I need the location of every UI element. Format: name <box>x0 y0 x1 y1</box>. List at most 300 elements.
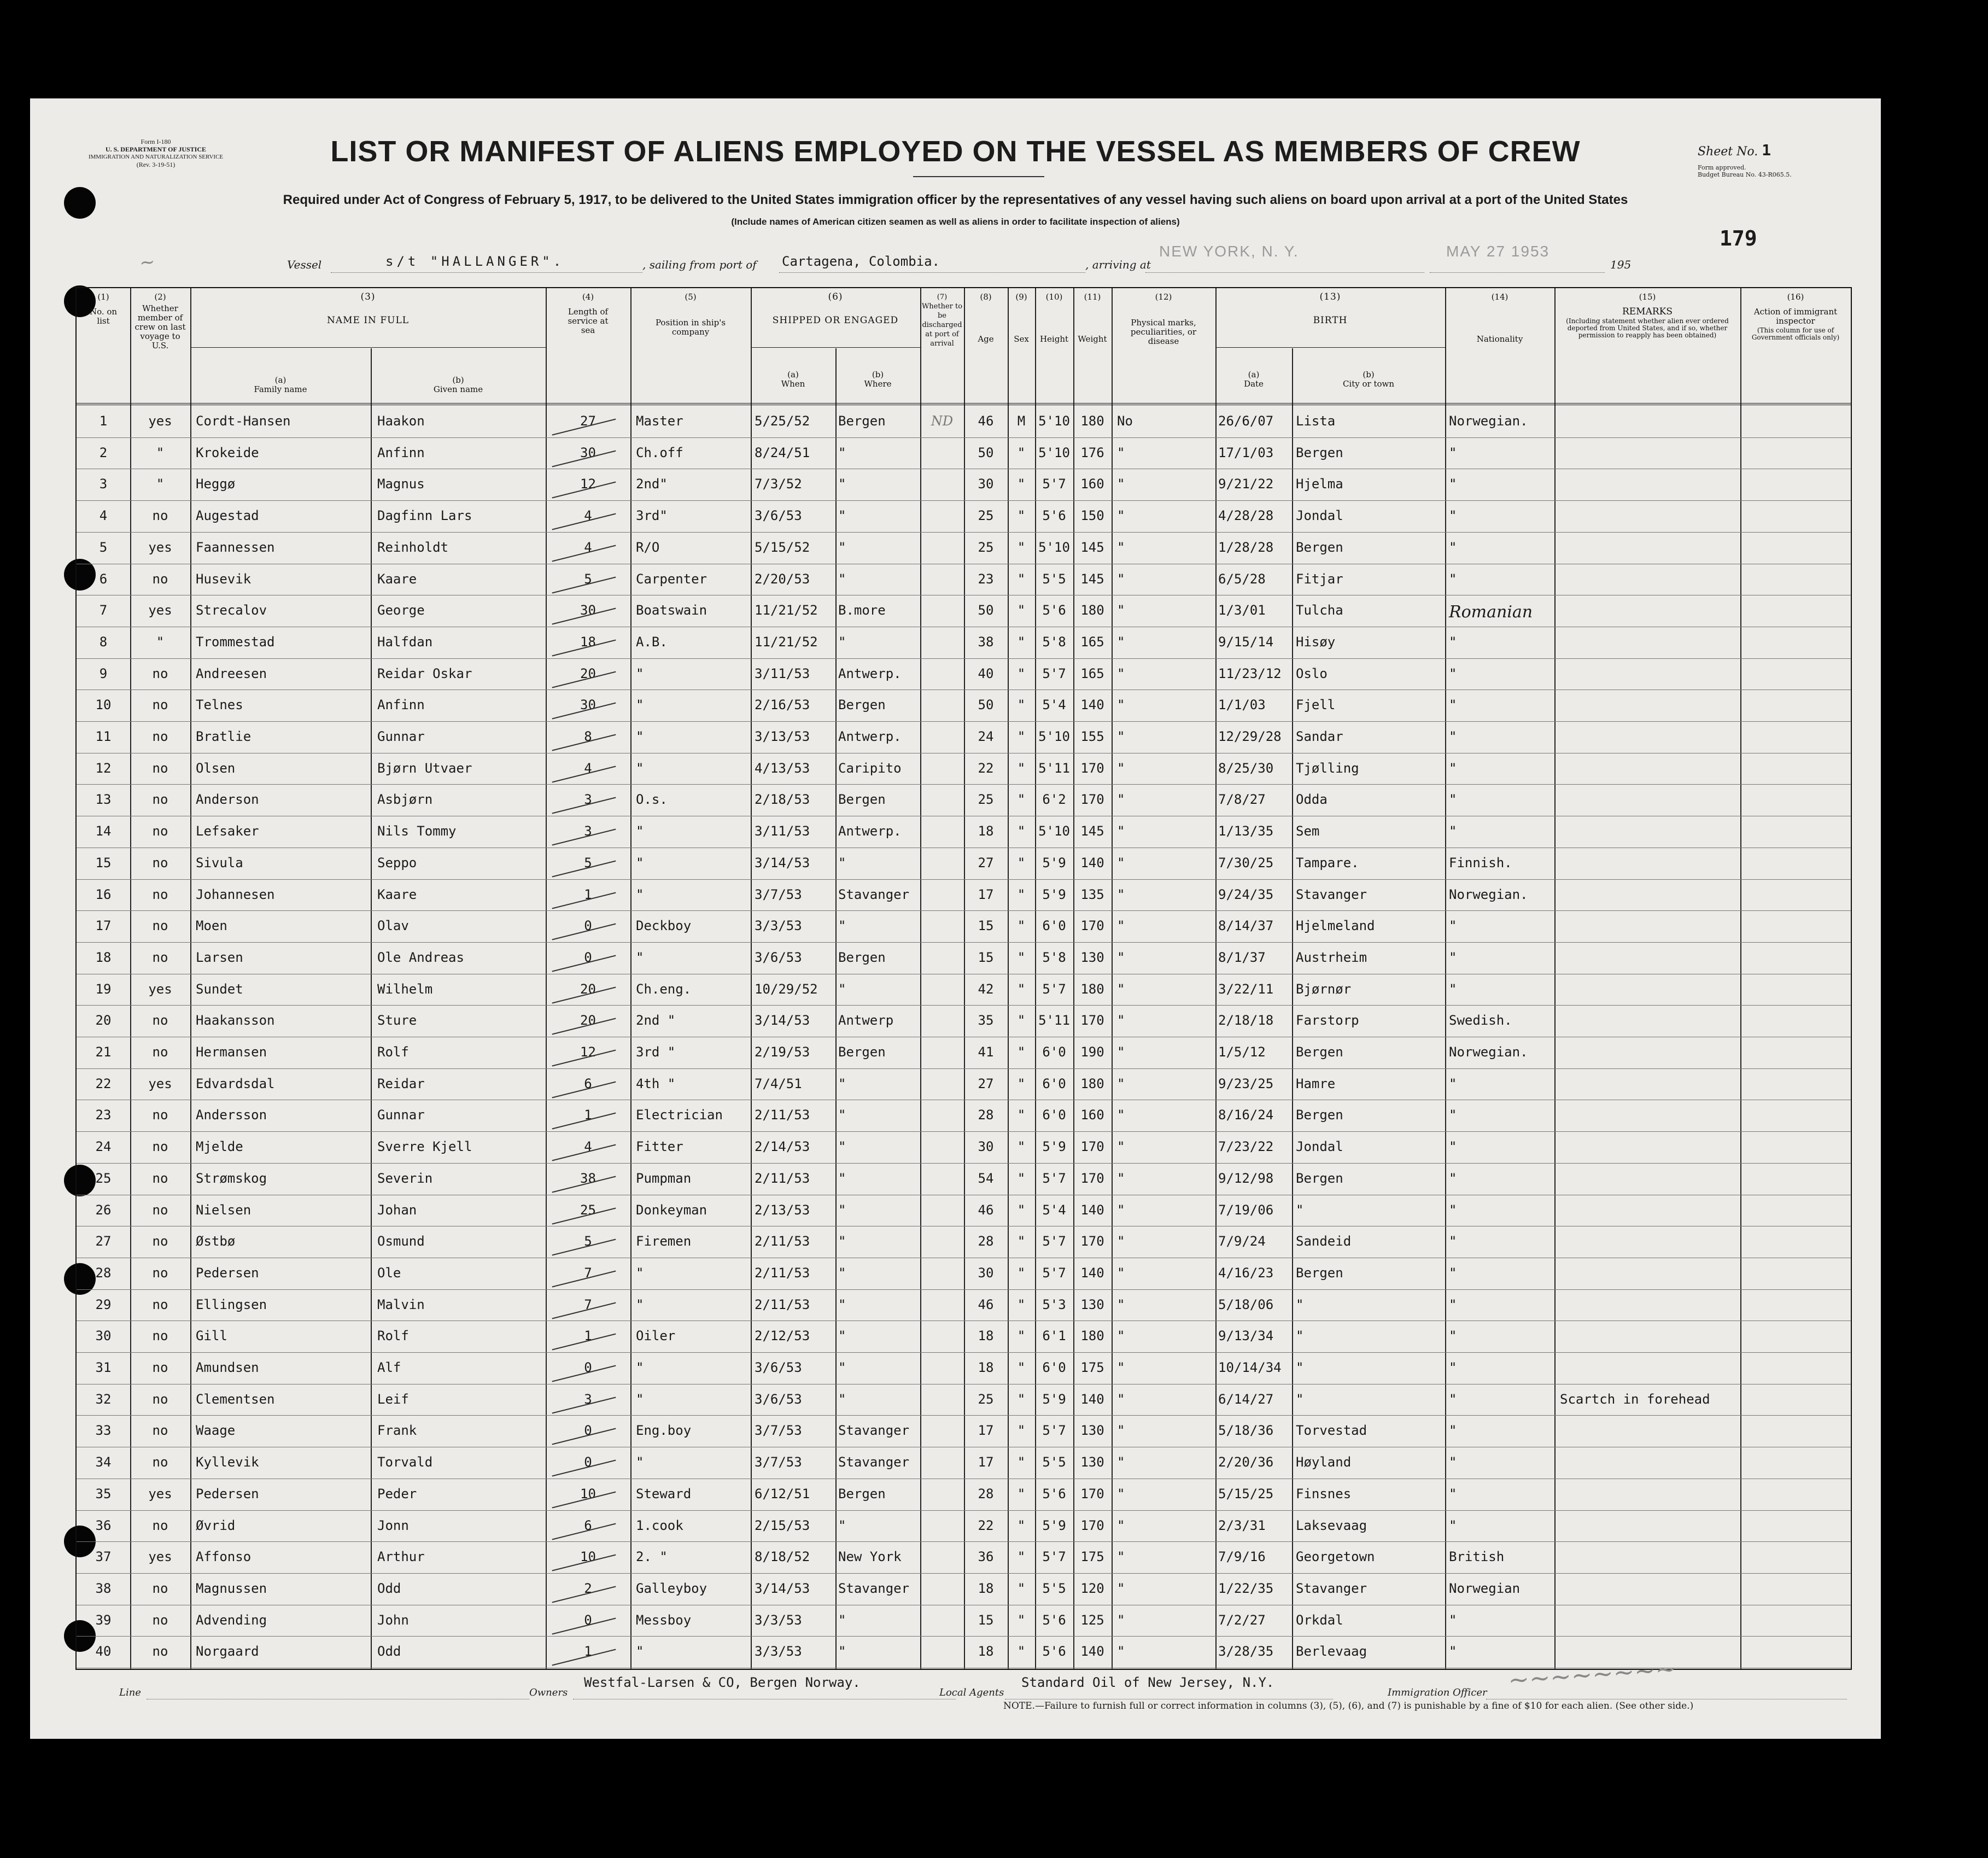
cell-sex: " <box>1017 1013 1026 1029</box>
cell-discharged: ND <box>931 413 954 429</box>
col-divider <box>1740 288 1741 1669</box>
cell-where: Stavanger <box>838 1423 910 1439</box>
cell-crew: yes <box>148 1076 172 1091</box>
cell-bdate: 7/19/06 <box>1218 1202 1274 1218</box>
cell-where: " <box>838 508 846 524</box>
col-sub-number: (a) <box>1248 370 1260 379</box>
cell-crew: no <box>152 918 168 934</box>
cell-no: 1 <box>99 413 108 429</box>
cell-position: Boatswain <box>636 603 708 618</box>
cell-where: " <box>838 476 846 492</box>
sailing-port: Cartagena, Colombia. <box>782 254 940 269</box>
cell-age: 50 <box>978 697 994 713</box>
cell-nationality: " <box>1449 1076 1457 1091</box>
cell-nationality: " <box>1449 697 1457 713</box>
cell-marks: " <box>1117 792 1125 808</box>
cell-bcity: Finsnes <box>1296 1486 1352 1501</box>
approved-text: Form approved. <box>1698 164 1746 171</box>
cell-position: " <box>636 1265 644 1281</box>
cell-bcity: Georgetown <box>1296 1549 1375 1565</box>
cell-marks: " <box>1117 1265 1125 1281</box>
cell-sex: " <box>1017 1612 1026 1628</box>
row-rule <box>77 1541 1851 1542</box>
subheader-rule <box>190 347 546 348</box>
cell-height: 6'0 <box>1042 1076 1066 1091</box>
cell-bcity: Farstorp <box>1296 1013 1359 1029</box>
cell-weight: 130 <box>1080 1423 1104 1439</box>
cell-service: 5 <box>584 855 592 870</box>
cell-family: Edvardsdal <box>196 1076 275 1091</box>
cell-service: 6 <box>584 1517 592 1533</box>
row-rule <box>77 1068 1851 1069</box>
cell-family: Waage <box>196 1423 236 1439</box>
cell-crew: no <box>152 1644 168 1660</box>
cell-nationality: " <box>1449 1202 1457 1218</box>
cell-age: 24 <box>978 729 994 744</box>
cell-position: Donkeyman <box>636 1202 708 1218</box>
cell-weight: 170 <box>1080 918 1104 934</box>
cell-bdate: 11/23/12 <box>1218 665 1282 681</box>
cell-marks: " <box>1117 1139 1125 1155</box>
row-rule <box>77 721 1851 722</box>
cell-bcity: Hjelmeland <box>1296 918 1375 934</box>
cell-marks: " <box>1117 697 1125 713</box>
cell-age: 50 <box>978 603 994 618</box>
cell-crew: no <box>152 1391 168 1407</box>
cell-height: 5'7 <box>1042 1234 1066 1249</box>
row-rule <box>77 910 1851 911</box>
cell-family: Amundsen <box>196 1360 259 1375</box>
cell-family: Nielsen <box>196 1202 252 1218</box>
cell-age: 30 <box>978 476 994 492</box>
cell-family: Kyllevik <box>196 1454 259 1470</box>
cell-nationality: " <box>1449 445 1457 460</box>
cell-weight: 170 <box>1080 1486 1104 1501</box>
cell-where: Bergen <box>838 949 886 965</box>
header-col3 <box>190 293 546 325</box>
cell-nationality: " <box>1449 949 1457 965</box>
cell-service: 30 <box>580 697 596 713</box>
cell-weight: 135 <box>1080 886 1104 902</box>
cell-bdate: 1/1/03 <box>1218 697 1266 713</box>
cell-crew: no <box>152 1360 168 1375</box>
col-subtitle: (Including statement whether alien ever ordered deported from United States, and if so, whether permission to reapply has been obtained) <box>1566 317 1729 339</box>
cell-service: 20 <box>580 665 596 681</box>
cell-no: 32 <box>95 1391 112 1407</box>
header-col13a <box>1215 370 1292 389</box>
cell-given: Rolf <box>377 1044 409 1060</box>
cell-nationality: " <box>1449 1360 1457 1375</box>
cell-bcity: Høyland <box>1296 1454 1352 1470</box>
col-divider <box>1445 288 1446 1669</box>
cell-when: 3/6/53 <box>755 1391 802 1407</box>
handwritten-initials: ~ <box>138 250 156 274</box>
penalty-note: NOTE.—Failure to furnish full or correct information in columns (3), (5), (6), and (7) is punishable by a fine of $10 for each alien. (See other side.) <box>1003 1701 1694 1711</box>
cell-sex: " <box>1017 1644 1026 1660</box>
cell-family: Sundet <box>196 981 243 997</box>
cell-weight: 160 <box>1080 476 1104 492</box>
cell-bcity: Tampare. <box>1296 855 1359 870</box>
cell-bcity: Oslo <box>1296 665 1328 681</box>
cell-bcity: Stavanger <box>1296 1580 1367 1596</box>
cell-crew: no <box>152 665 168 681</box>
cell-bdate: 7/9/24 <box>1218 1234 1266 1249</box>
cell-position: 2nd " <box>636 1013 676 1029</box>
cell-family: Hermansen <box>196 1044 267 1060</box>
row-rule <box>77 1163 1851 1164</box>
cell-given: Gunnar <box>377 729 425 744</box>
officer-signature: ~~~~~~~~ <box>1507 1653 1677 1695</box>
cell-nationality: " <box>1449 823 1457 839</box>
cell-given: Dagfinn Lars <box>377 508 472 524</box>
cell-family: Østbø <box>196 1234 236 1249</box>
cell-weight: 180 <box>1080 1328 1104 1344</box>
cell-height: 5'7 <box>1042 476 1066 492</box>
cell-crew: no <box>152 697 168 713</box>
col-sub-title: Where <box>864 379 892 389</box>
cell-bdate: 7/2/27 <box>1218 1612 1266 1628</box>
cell-no: 28 <box>95 1265 112 1281</box>
cell-where: " <box>838 981 846 997</box>
row-rule <box>77 1131 1851 1132</box>
header-col7 <box>920 293 964 348</box>
cell-crew: no <box>152 1612 168 1628</box>
cell-where: " <box>838 634 846 650</box>
col-sub-number: (a) <box>274 375 286 385</box>
cell-crew: yes <box>148 413 172 429</box>
line-label: Line <box>119 1687 141 1698</box>
cell-weight: 155 <box>1080 729 1104 744</box>
vessel-name: s/t "HALLANGER". <box>385 254 565 269</box>
cell-height: 6'0 <box>1042 1107 1066 1123</box>
cell-position: 3rd" <box>636 508 668 524</box>
cell-family: Olsen <box>196 760 236 776</box>
cell-where: " <box>838 1107 846 1123</box>
cell-given: Ole Andreas <box>377 949 464 965</box>
bureau-text: Budget Bureau No. 43-R065.5. <box>1698 171 1792 178</box>
cell-service: 0 <box>584 1454 592 1470</box>
cell-marks: " <box>1117 1549 1125 1565</box>
cell-nationality: Finnish. <box>1449 855 1512 870</box>
cell-no: 10 <box>95 697 112 713</box>
cell-given: Reidar <box>377 1076 425 1091</box>
cell-when: 10/29/52 <box>755 981 818 997</box>
header-col3a <box>190 376 371 394</box>
cell-position: " <box>636 1644 644 1660</box>
cell-height: 5'7 <box>1042 1170 1066 1186</box>
cell-family: Larsen <box>196 949 243 965</box>
cell-when: 2/11/53 <box>755 1296 810 1312</box>
cell-nationality: " <box>1449 1265 1457 1281</box>
cell-bdate: 17/1/03 <box>1218 445 1274 460</box>
cell-bcity: Bergen <box>1296 1170 1343 1186</box>
cell-crew: no <box>152 1265 168 1281</box>
cell-sex: " <box>1017 1265 1026 1281</box>
cell-bcity: Laksevaag <box>1296 1517 1367 1533</box>
cell-position: " <box>636 1391 644 1407</box>
cell-bdate: 4/16/23 <box>1218 1265 1274 1281</box>
cell-marks: " <box>1117 1580 1125 1596</box>
cell-nationality: " <box>1449 981 1457 997</box>
col-title: NAME IN FULL <box>326 315 410 326</box>
cell-marks: " <box>1117 981 1125 997</box>
subheader-rule <box>751 347 920 348</box>
cell-height: 6'2 <box>1042 792 1066 808</box>
cell-when: 2/11/53 <box>755 1265 810 1281</box>
col-title: REMARKS <box>1622 306 1673 317</box>
cell-bdate: 1/28/28 <box>1218 539 1274 555</box>
cell-nationality: " <box>1449 1139 1457 1155</box>
cell-service: 10 <box>580 1549 596 1565</box>
cell-marks: " <box>1117 1328 1125 1344</box>
cell-bdate: 5/18/06 <box>1218 1296 1274 1312</box>
cell-sex: " <box>1017 1517 1026 1533</box>
cell-no: 34 <box>95 1454 112 1470</box>
cell-marks: " <box>1117 855 1125 870</box>
cell-position: Deckboy <box>636 918 692 934</box>
cell-sex: " <box>1017 729 1026 744</box>
cell-weight: 170 <box>1080 1139 1104 1155</box>
cell-service: 7 <box>584 1265 592 1281</box>
cell-nationality: Norwegian. <box>1449 413 1528 429</box>
cell-crew: no <box>152 1423 168 1439</box>
cell-service: 12 <box>580 1044 596 1060</box>
cell-weight: 120 <box>1080 1580 1104 1596</box>
col-title: No. on list <box>89 307 118 326</box>
cell-age: 18 <box>978 1328 994 1344</box>
cell-crew: yes <box>148 1549 172 1565</box>
cell-sex: " <box>1017 1423 1026 1439</box>
cell-service: 18 <box>580 634 596 650</box>
cell-marks: " <box>1117 1486 1125 1501</box>
row-rule <box>77 1415 1851 1416</box>
cell-bcity: Torvestad <box>1296 1423 1367 1439</box>
cell-sex: " <box>1017 571 1026 587</box>
col-divider <box>371 348 372 1669</box>
cell-family: Anderson <box>196 792 259 808</box>
header-col16 <box>1740 293 1851 342</box>
cell-crew: no <box>152 1328 168 1344</box>
cell-family: Strømskog <box>196 1170 267 1186</box>
col-divider <box>920 288 921 1669</box>
page-title: LIST OR MANIFEST OF ALIENS EMPLOYED ON THE VESSEL AS MEMBERS OF CREW <box>330 135 1581 168</box>
cell-height: 5'6 <box>1042 603 1066 618</box>
cell-where: " <box>838 1360 846 1375</box>
col-divider <box>835 348 837 1669</box>
cell-nationality: " <box>1449 1423 1457 1439</box>
header-col6a <box>751 370 835 389</box>
cell-no: 11 <box>95 729 112 744</box>
cell-marks: " <box>1117 1044 1125 1060</box>
cell-position: " <box>636 823 644 839</box>
cell-no: 13 <box>95 792 112 808</box>
cell-position: O.s. <box>636 792 668 808</box>
cell-family: Magnussen <box>196 1580 267 1596</box>
cell-height: 5'3 <box>1042 1296 1066 1312</box>
cell-service: 5 <box>584 571 592 587</box>
cell-position: A.B. <box>636 634 668 650</box>
cell-bcity: Stavanger <box>1296 886 1367 902</box>
cell-height: 5'6 <box>1042 1644 1066 1660</box>
cell-service: 38 <box>580 1170 596 1186</box>
cell-where: Stavanger <box>838 1580 910 1596</box>
col-title: Position in ship's company <box>655 318 726 337</box>
cell-bcity: Tjølling <box>1296 760 1359 776</box>
cell-weight: 190 <box>1080 1044 1104 1060</box>
cell-position: " <box>636 665 644 681</box>
cell-family: Krokeide <box>196 445 259 460</box>
cell-no: 18 <box>95 949 112 965</box>
cell-sex: " <box>1017 539 1026 555</box>
cell-nationality: " <box>1449 571 1457 587</box>
cell-nationality: " <box>1449 1170 1457 1186</box>
cell-bdate: 6/5/28 <box>1218 571 1266 587</box>
cell-position: 4th " <box>636 1076 676 1091</box>
cell-nationality: " <box>1449 634 1457 650</box>
cell-bcity: " <box>1296 1296 1304 1312</box>
cell-marks: " <box>1117 1612 1125 1628</box>
cell-where: " <box>838 1265 846 1281</box>
cell-where: " <box>838 1076 846 1091</box>
cell-no: 31 <box>95 1360 112 1375</box>
cell-age: 17 <box>978 886 994 902</box>
cell-given: Seppo <box>377 855 417 870</box>
cell-family: Advending <box>196 1612 267 1628</box>
cell-marks: " <box>1117 949 1125 965</box>
cell-age: 46 <box>978 1202 994 1218</box>
sheet-value: 1 <box>1762 141 1771 159</box>
cell-when: 2/18/53 <box>755 792 810 808</box>
cell-weight: 140 <box>1080 1391 1104 1407</box>
cell-crew: no <box>152 1580 168 1596</box>
cell-bcity: Bjørnør <box>1296 981 1352 997</box>
cell-crew: " <box>156 634 165 650</box>
cell-nationality: " <box>1449 539 1457 555</box>
header-col6b <box>835 370 920 389</box>
cell-given: Peder <box>377 1486 417 1501</box>
cell-no: 37 <box>95 1549 112 1565</box>
cell-marks: " <box>1117 760 1125 776</box>
cell-nationality: " <box>1449 1454 1457 1470</box>
cell-service: 20 <box>580 1013 596 1029</box>
cell-service: 1 <box>584 1107 592 1123</box>
row-rule <box>77 1573 1851 1574</box>
cell-when: 7/4/51 <box>755 1076 802 1091</box>
col-sub-title: When <box>781 379 805 389</box>
cell-no: 30 <box>95 1328 112 1344</box>
cell-position: R/O <box>636 539 660 555</box>
cell-service: 30 <box>580 445 596 460</box>
cell-bcity: Hamre <box>1296 1076 1336 1091</box>
cell-age: 46 <box>978 413 994 429</box>
cell-service: 30 <box>580 603 596 618</box>
cell-age: 27 <box>978 1076 994 1091</box>
cell-sex: " <box>1017 1296 1026 1312</box>
cell-position: Steward <box>636 1486 692 1501</box>
cell-position: Firemen <box>636 1234 692 1249</box>
cell-height: 5'10 <box>1038 823 1070 839</box>
col-number: (5) <box>685 292 697 302</box>
cell-where: " <box>838 1139 846 1155</box>
cell-where: " <box>838 1391 846 1407</box>
agents-label: Local Agents <box>939 1687 1004 1698</box>
col-title: Physical marks, peculiarities, or disease <box>1130 318 1197 346</box>
col-number: (10) <box>1045 292 1063 302</box>
cell-bcity: Bergen <box>1296 1265 1343 1281</box>
cell-weight: 145 <box>1080 539 1104 555</box>
cell-position: 1.cook <box>636 1517 683 1533</box>
sheet-label: Sheet No. <box>1698 145 1758 159</box>
cell-given: John <box>377 1612 409 1628</box>
cell-position: Oiler <box>636 1328 676 1344</box>
cell-when: 3/7/53 <box>755 886 802 902</box>
cell-crew: no <box>152 823 168 839</box>
cell-no: 3 <box>99 476 108 492</box>
cell-weight: 140 <box>1080 1644 1104 1660</box>
cell-bcity: Berlevaag <box>1296 1644 1367 1660</box>
cell-weight: 170 <box>1080 1234 1104 1249</box>
cell-bdate: 6/14/27 <box>1218 1391 1274 1407</box>
cell-given: Arthur <box>377 1549 425 1565</box>
cell-service: 20 <box>580 981 596 997</box>
cell-service: 5 <box>584 1234 592 1249</box>
cell-given: Haakon <box>377 413 425 429</box>
col-title: Nationality <box>1476 334 1523 344</box>
col-sub-title: Date <box>1244 379 1264 389</box>
cell-age: 30 <box>978 1139 994 1155</box>
cell-family: Trommestad <box>196 634 275 650</box>
cell-height: 5'5 <box>1042 1454 1066 1470</box>
cell-given: Johan <box>377 1202 417 1218</box>
cell-marks: " <box>1117 918 1125 934</box>
cell-sex: " <box>1017 918 1026 934</box>
cell-sex: " <box>1017 1170 1026 1186</box>
cell-where: " <box>838 1612 846 1628</box>
cell-given: Kaare <box>377 571 417 587</box>
cell-nationality: " <box>1449 1391 1457 1407</box>
cell-weight: 140 <box>1080 697 1104 713</box>
cell-service: 1 <box>584 1328 592 1344</box>
cell-age: 18 <box>978 1580 994 1596</box>
cell-weight: 145 <box>1080 823 1104 839</box>
cell-nationality: " <box>1449 729 1457 744</box>
cell-age: 42 <box>978 981 994 997</box>
col-number: (14) <box>1491 292 1508 302</box>
cell-when: 3/7/53 <box>755 1423 802 1439</box>
cell-where: New York <box>838 1549 902 1565</box>
cell-bdate: 3/28/35 <box>1218 1644 1274 1660</box>
cell-sex: M <box>1017 413 1026 429</box>
cell-weight: 140 <box>1080 1265 1104 1281</box>
header-col5 <box>630 293 751 353</box>
cell-height: 5'4 <box>1042 697 1066 713</box>
header-separator <box>77 403 1851 405</box>
cell-nationality: " <box>1449 665 1457 681</box>
cell-bcity: Austrheim <box>1296 949 1367 965</box>
cell-service: 2 <box>584 1580 592 1596</box>
cell-height: 5'6 <box>1042 1486 1066 1501</box>
cell-crew: yes <box>148 539 172 555</box>
header-col10 <box>1035 293 1073 344</box>
cell-age: 25 <box>978 508 994 524</box>
cell-marks: " <box>1117 1644 1125 1660</box>
cell-position: " <box>636 886 644 902</box>
cell-bdate: 1/22/35 <box>1218 1580 1274 1596</box>
cell-marks: " <box>1117 445 1125 460</box>
cell-sex: " <box>1017 1044 1026 1060</box>
col-number: (9) <box>1015 292 1027 302</box>
cell-weight: 140 <box>1080 855 1104 870</box>
